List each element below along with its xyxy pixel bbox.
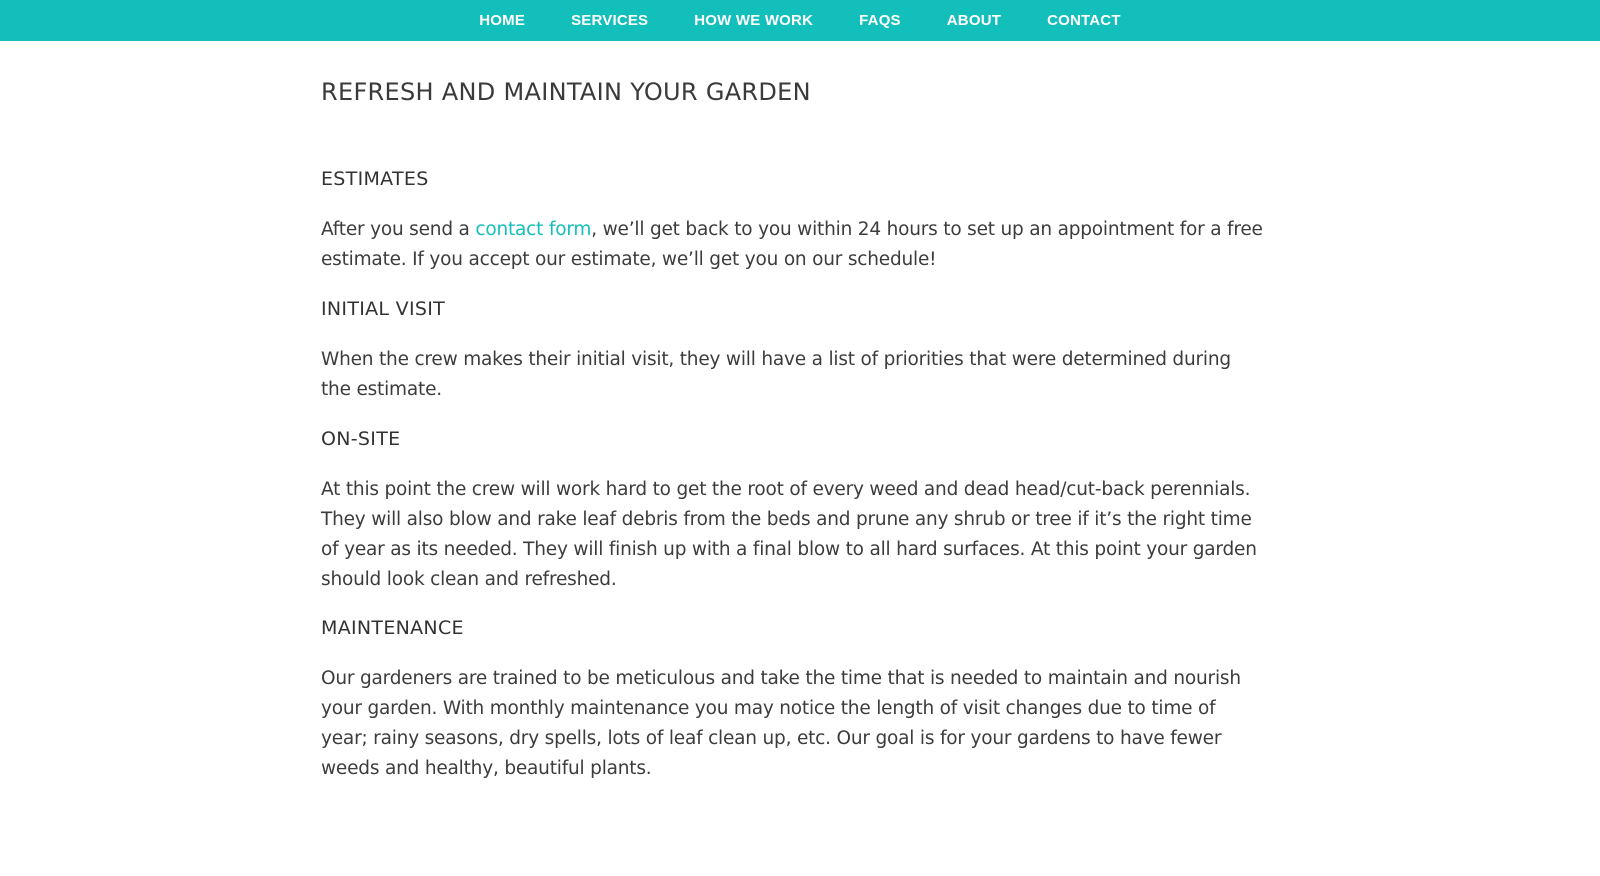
nav-item-about[interactable]: ABOUT	[946, 12, 1002, 29]
nav-item-faqs[interactable]: FAQS	[859, 12, 901, 29]
section-heading-initial-visit: INITIAL VISIT	[321, 298, 446, 320]
section-heading-estimates: ESTIMATES	[321, 168, 429, 190]
nav-item-how-we-work[interactable]: HOW WE WORK	[694, 12, 814, 29]
section-heading-maintenance: MAINTENANCE	[321, 617, 464, 639]
nav-item-services[interactable]: SERVICES	[571, 12, 649, 29]
estimates-text-after-link: , we’ll get back to you within 24 hours to set up an appointment for a free estimate. If you accept our estimate, we’ll get you on our schedule!	[321, 219, 1263, 270]
main-nav	[0, 0, 1600, 41]
contact-form-link[interactable]: contact form	[475, 219, 592, 240]
section-text-on-site: At this point the crew will work hard to get the root of every weed and dead head/cut-back perennials. They will also blow and rake leaf debris from the beds and prune any shrub or tree if it’s the right time of year as its needed. They will finish up with a final blow to all hard surfaces. At this point your garden should look clean and refreshed.	[321, 479, 1257, 590]
section-heading-on-site: ON-SITE	[321, 428, 401, 450]
section-text-initial-visit: When the crew makes their initial visit, they will have a list of priorities that were determined during the estimate.	[321, 349, 1231, 400]
page-title: REFRESH AND MAINTAIN YOUR GARDEN	[321, 78, 811, 106]
section-text-maintenance: Our gardeners are trained to be meticulous and take the time that is needed to maintain and nourish your garden. With monthly maintenance you may notice the length of visit changes due to time of year; rainy seasons, dry spells, lots of leaf clean up, etc. Our goal is for your gardens to have fewer weeds and healthy, beautiful plants.	[321, 668, 1241, 779]
section-text-estimates	[321, 215, 1266, 275]
nav-item-contact[interactable]: CONTACT	[1047, 12, 1121, 29]
estimates-text-before-link: After you send a	[321, 219, 476, 240]
nav-item-home[interactable]: HOME	[479, 12, 526, 29]
